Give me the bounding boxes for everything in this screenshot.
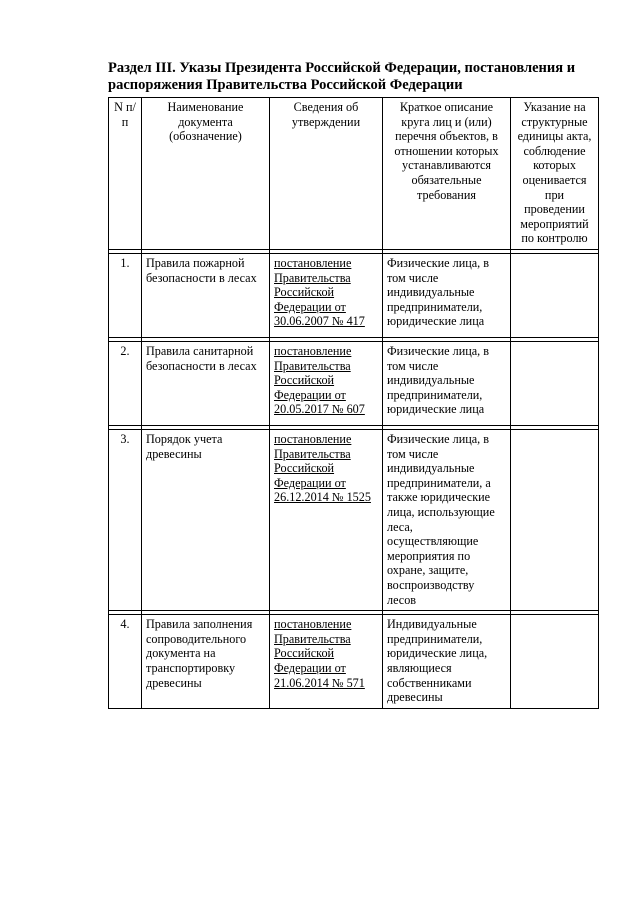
table-header-row (109, 98, 599, 250)
structural-units (511, 254, 599, 338)
header-approval-info: Сведения об утверждении (270, 98, 383, 250)
document-name: Порядок учета древесины (142, 430, 270, 611)
header-subjects-description: Краткое описание круга лиц и (или) перечня объектов, в отношении которых устанавливаются обязательные требования (383, 98, 511, 250)
table-row (109, 430, 599, 611)
approval-link[interactable]: постановление Правительства Российской Федерации от 21.06.2014 № 571 (274, 617, 365, 690)
header-structural-units: Указание на структурные единицы акта, соблюдение которых оценивается при проведении мероприятий по контролю (511, 98, 599, 250)
row-number: 1. (109, 254, 142, 338)
section-title: Раздел III. Указы Президента Российской Федерации, постановления и распоряжения Правительства Российской Федерации (108, 60, 576, 93)
structural-units (511, 615, 599, 709)
document-name: Правила пожарной безопасности в лесах (142, 254, 270, 338)
document-name: Правила санитарной безопасности в лесах (142, 342, 270, 426)
header-number: N п/п (109, 98, 142, 250)
document-name: Правила заполнения сопроводительного документа на транспортировку древесины (142, 615, 270, 709)
approval-link[interactable]: постановление Правительства Российской Федерации от 20.05.2017 № 607 (274, 344, 365, 417)
table-row (109, 615, 599, 709)
approval-link[interactable]: постановление Правительства Российской Федерации от 26.12.2014 № 1525 (274, 432, 371, 505)
row-number: 3. (109, 430, 142, 611)
regulations-table (108, 97, 599, 709)
row-number: 2. (109, 342, 142, 426)
subjects-description: Физические лица, в том числе индивидуальные предприниматели, юридические лица (383, 342, 511, 426)
structural-units (511, 430, 599, 611)
approval-link[interactable]: постановление Правительства Российской Федерации от 30.06.2007 № 417 (274, 256, 365, 329)
table-row (109, 254, 599, 338)
subjects-description: Физические лица, в том числе индивидуальные предприниматели, юридические лица (383, 254, 511, 338)
table-row (109, 342, 599, 426)
header-document-name: Наименование документа (обозначение) (142, 98, 270, 250)
row-number: 4. (109, 615, 142, 709)
subjects-description: Физические лица, в том числе индивидуальные предприниматели, а также юридические лица, использующие леса, осуществляющие мероприятия по охране, защите, воспроизводству лесов (383, 430, 511, 611)
structural-units (511, 342, 599, 426)
subjects-description: Индивидуальные предприниматели, юридические лица, являющиеся собственниками древесины (383, 615, 511, 709)
